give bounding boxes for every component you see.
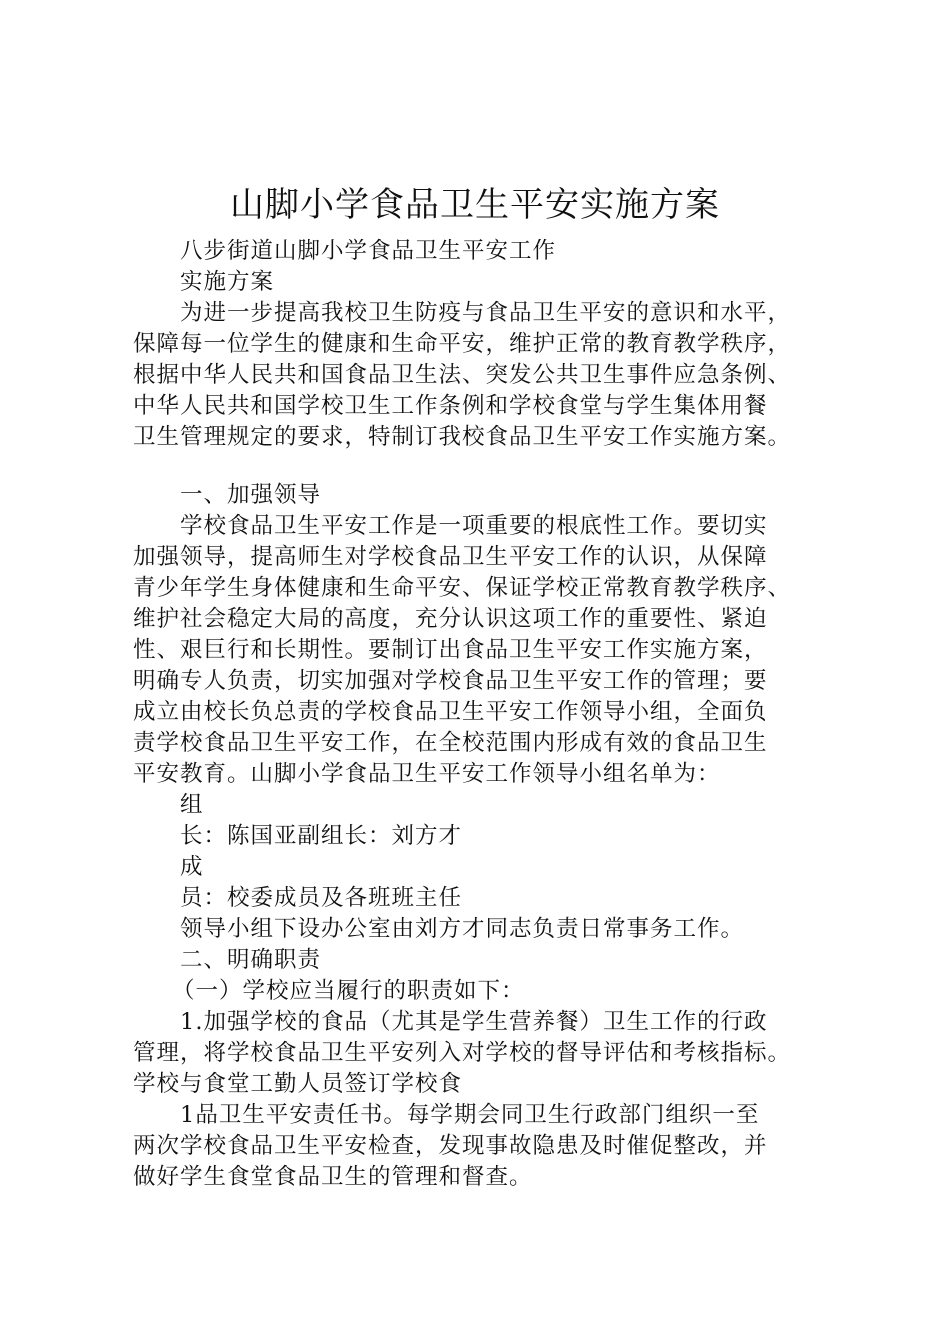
- document-title: 山脚小学食品卫生平安实施方案: [230, 185, 720, 225]
- paragraph-line: 平安教育。山脚小学食品卫生平安工作领导小组名单为：: [133, 761, 721, 787]
- subtitle-line: 实施方案: [180, 269, 275, 295]
- paragraph-line: 卫生管理规定的要求，特制订我校食品卫生平安工作实施方案。: [133, 424, 792, 450]
- paragraph-line: 性、艰巨行和长期性。要制订出食品卫生平安工作实施方案，: [133, 637, 768, 663]
- paragraph-line: 1.加强学校的食品（尤其是学生营养餐）卫生工作的行政: [180, 1009, 768, 1035]
- paragraph-line: 维护社会稳定大局的高度，充分认识这项工作的重要性、紧迫: [133, 606, 768, 632]
- paragraph-line: 学校与食堂工勤人员签订学校食: [133, 1071, 463, 1097]
- paragraph-line: 学校食品卫生平安工作是一项重要的根底性工作。要切实: [180, 513, 768, 539]
- member-line: 员：校委成员及各班班主任: [180, 885, 463, 911]
- paragraph-line: 中华人民共和国学校卫生工作条例和学校食堂与学生集体用餐: [133, 393, 768, 419]
- paragraph-line: 做好学生食堂食品卫生的管理和督查。: [133, 1164, 533, 1190]
- subtitle-line: 八步街道山脚小学食品卫生平安工作: [180, 238, 557, 264]
- section-heading: 二、明确职责: [180, 947, 322, 973]
- paragraph-line: 明确专人负责，切实加强对学校食品卫生平安工作的管理；要: [133, 668, 768, 694]
- member-line: 组: [180, 792, 204, 818]
- paragraph-line: 成立由校长负总责的学校食品卫生平安工作领导小组，全面负: [133, 699, 768, 725]
- paragraph-line: 管理，将学校食品卫生平安列入对学校的督导评估和考核指标。: [133, 1040, 792, 1066]
- member-line: 成: [180, 854, 204, 880]
- paragraph-line: 根据中华人民共和国食品卫生法、突发公共卫生事件应急条例、: [133, 362, 792, 388]
- paragraph-line: 两次学校食品卫生平安检查，发现事故隐患及时催促整改，并: [133, 1133, 768, 1159]
- paragraph-line: 加强领导，提高师生对学校食品卫生平安工作的认识，从保障: [133, 544, 768, 570]
- member-line: 长：陈国亚副组长：刘方才: [180, 823, 463, 849]
- subsection-heading: （一）学校应当履行的职责如下：: [172, 978, 525, 1004]
- paragraph-line: 为进一步提高我校卫生防疫与食品卫生平安的意识和水平，: [180, 300, 792, 326]
- section-heading: 一、加强领导: [180, 482, 322, 508]
- paragraph-line: 青少年学生身体健康和生命平安、保证学校正常教育教学秩序、: [133, 575, 792, 601]
- paragraph-line: 1品卫生平安责任书。每学期会同卫生行政部门组织一至: [180, 1102, 760, 1128]
- paragraph-line: 保障每一位学生的健康和生命平安，维护正常的教育教学秩序，: [133, 331, 792, 357]
- paragraph-line: 责学校食品卫生平安工作，在全校范围内形成有效的食品卫生: [133, 730, 768, 756]
- paragraph-line: 领导小组下设办公室由刘方才同志负责日常事务工作。: [180, 916, 745, 942]
